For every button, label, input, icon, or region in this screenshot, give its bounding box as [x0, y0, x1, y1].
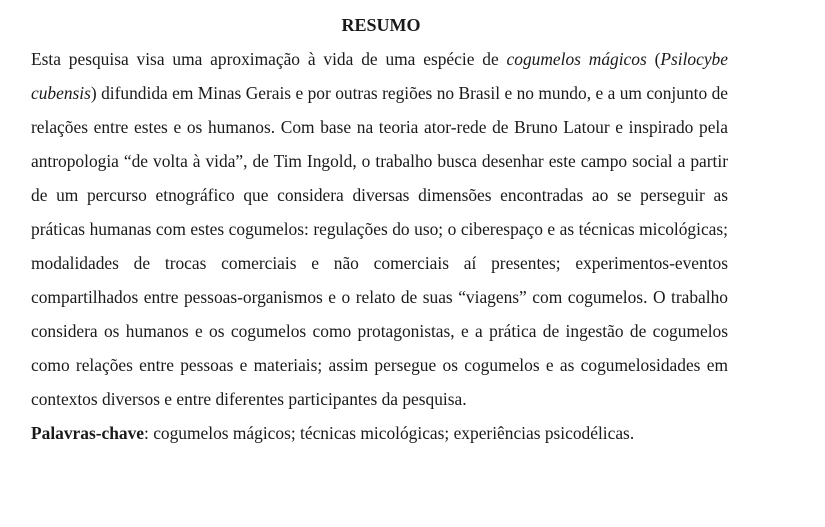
abstract-text-2: (	[646, 49, 661, 69]
keywords-text: : cogumelos mágicos; técnicas micológicas; experiências psicodélicas.	[144, 423, 635, 443]
abstract-italic-term-1: cogumelos mágicos	[506, 49, 647, 69]
keywords-label: Palavras-chave	[31, 423, 145, 443]
abstract-page	[31, 12, 728, 450]
abstract-paragraph	[31, 42, 728, 416]
abstract-italic-term-2: Psilocybe cubensis	[31, 49, 728, 103]
abstract-text-3: ) difundida em Minas Gerais e por outras regiões no Brasil e no mundo, e a um conjunto de relações entre estes e os humanos. Com base na teoria ator-rede de Bruno Latour e inspirado pela antropologia “de volta à vida”, de Tim Ingold, o trabalho busca desenhar este campo social a partir de um percurso etnográfico que considera diversas dimensões encontradas ao se perseguir as práticas humanas com estes cogumelos: regulações do uso; o ciberespaço e as técnicas micológicas; modalidades de trocas comerciais e não comerciais aí presentes; experimentos-eventos compartilhados entre pessoas-organismos e o relato de suas “viagens” com cogumelos. O trabalho considera os humanos e os cogumelos como protagonistas, e a prática de ingestão de cogumelos como relações entre pessoas e materiais; assim persegue os cogumelos e as cogumelosidades em contextos diversos e entre diferentes participantes da pesquisa.	[31, 83, 728, 409]
page-title: RESUMO	[341, 15, 421, 35]
keywords-line	[31, 416, 728, 450]
abstract-text-1: Esta pesquisa visa uma aproximação à vida de uma espécie de	[31, 49, 507, 69]
